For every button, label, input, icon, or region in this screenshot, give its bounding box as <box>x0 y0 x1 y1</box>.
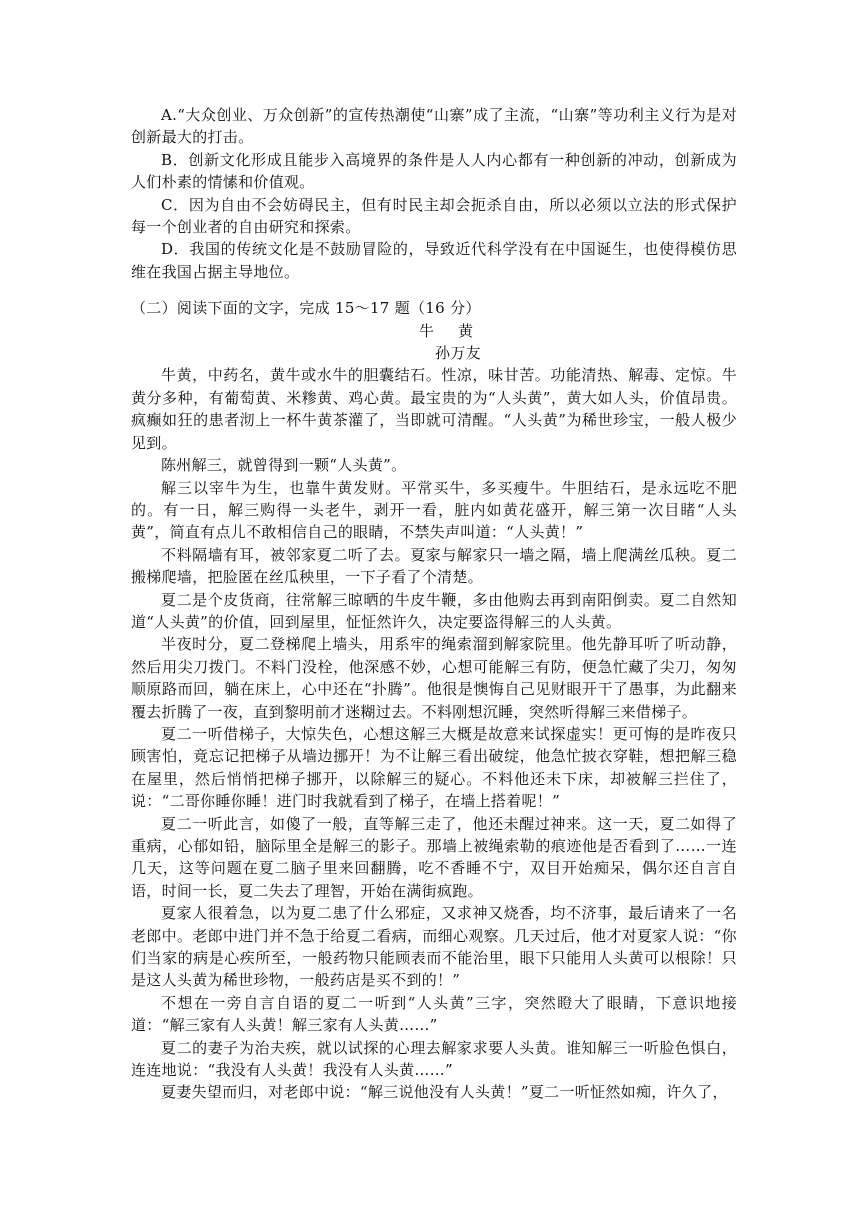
paragraph: 不想在一旁自言自语的夏二一听到“人头黄”三字，突然瞪大了眼睛，下意识地接道：“解三家有人头黄！解三家有人头黄……” <box>131 993 737 1035</box>
section-heading: （二）阅读下面的文字，完成 15～17 题（16 分） <box>131 299 481 318</box>
paragraph: 夏妻失望而归，对老郎中说：“解三说他没有人头黄！”夏二一听怔然如痴，许久了， <box>161 1083 728 1102</box>
paragraph: 不料隔墙有耳，被邻家夏二听了去。夏家与解家只一墙之隔，墙上爬满丝瓜秧。夏二搬梯爬墙，把脸匿在丝瓜秧里，一下子看了个清楚。 <box>131 545 737 587</box>
spacer <box>131 283 737 297</box>
paragraph: 夏二一听借梯子，大惊失色，心想这解三大概是故意来试探虚实！更可悔的是昨夜只顾害怕，竟忘记把梯子从墙边挪开！为不让解三看出破绽，他急忙披衣穿鞋，想把解三稳在屋里，然后悄悄把梯子挪开，以除解三的疑心。不料他还未下床，却被解三拦住了，说：“二哥你睡你睡！进门时我就看到了梯子，在墙上搭着呢！” <box>131 724 737 811</box>
paragraph: 解三以宰牛为生，也靠牛黄发财。平常买牛，多买瘦牛。牛胆结石，是永远吃不肥的。有一日，解三购得一头老牛，剥开一看，脏内如黄花盛开，解三第一次目睹“人头黄”，简直有点儿不敢相信自己的眼睛，不禁失声叫道：“人头黄！” <box>131 478 737 542</box>
option-b: B．创新文化形成且能步入高境界的条件是人人内心都有一种创新的冲动，创新成为人们朴素的情愫和价值观。 <box>131 150 737 192</box>
story-title: 牛黄 <box>418 321 497 340</box>
paragraph: 夏二的妻子为治夫疾，就以试探的心理去解家求要人头黄。谁知解三一听脸色惧白，连连地说：“我没有人头黄！我没有人头黄……” <box>131 1038 737 1080</box>
exam-page <box>131 104 737 1104</box>
paragraph: 夏二一听此言，如傻了一般，直等解三走了，他还未醒过神来。这一天，夏二如得了重病，心郁如铅，脑际里全是解三的影子。那墙上被绳索勒的痕迹他是否看到了……一连几天，这等问题在夏二脑子里来回翻腾，吃不香睡不宁，双目开始痴呆，偶尔还自言自语，时间一长，夏二失去了理智，开始在满街疯跑。 <box>131 814 737 900</box>
option-d: D．我国的传统文化是不鼓励冒险的，导致近代科学没有在中国诞生，也使得模仿思维在我国占据主导地位。 <box>131 240 737 281</box>
story-author: 孙万友 <box>435 344 481 363</box>
paragraph: 夏家人很着急，以为夏二患了什么邪症，又求神又烧香，均不济事，最后请来了一名老郎中。老郎中进门并不急于给夏二看病，而细心观察。几天过后，他才对夏家人说：“你们当家的病是心疾所至，一般药物只能顾表而不能治里，眼下只能用人头黄可以根除！只是这人头黄为稀世珍物，一般药店是买不到的！” <box>131 904 737 990</box>
paragraph: 半夜时分，夏二登梯爬上墙头，用系牢的绳索溜到解家院里。他先静耳听了听动静，然后用尖刀拨门。不料门没栓，他深感不妙，心想可能解三有防，便急忙藏了尖刀，匆匆顺原路而回，躺在床上，心中还在“扑腾”。他很是懊悔自己见财眼开干了愚事，为此翻来覆去折腾了一夜，直到黎明前才迷糊过去。不料刚想沉睡，突然听得解三来借梯子。 <box>131 635 737 721</box>
paragraph: 夏二是个皮货商，往常解三晾晒的牛皮牛鞭，多由他购去再到南阳倒卖。夏二自然知道“人头黄”的价值，回到屋里，怔怔然许久，决定要盗得解三的人头黄。 <box>131 590 737 631</box>
option-a: A.“大众创业、万众创新”的宣传热潮使“山寨”成了主流，“山寨”等功利主义行为是对创新最大的打击。 <box>131 106 737 147</box>
paragraph: 陈州解三，就曾得到一颗“人头黄”。 <box>161 456 407 475</box>
paragraph: 牛黄，中药名，黄牛或水牛的胆囊结石。性凉，味甘苦。功能清热、解毒、定惊。牛黄分多种，有葡萄黄、米糁黄、鸡心黄。最宝贵的为“人头黄”，黄大如人头，价值昂贵。疯癫如狂的患者沏上一杯牛黄茶灌了，当即就可清醒。“人头黄”为稀世珍宝，一般人极少见到。 <box>131 366 737 452</box>
option-c: C．因为自由不会妨碍民主，但有时民主却会扼杀自由，所以必须以立法的形式保护每一个创业者的自由研究和探索。 <box>131 195 737 237</box>
